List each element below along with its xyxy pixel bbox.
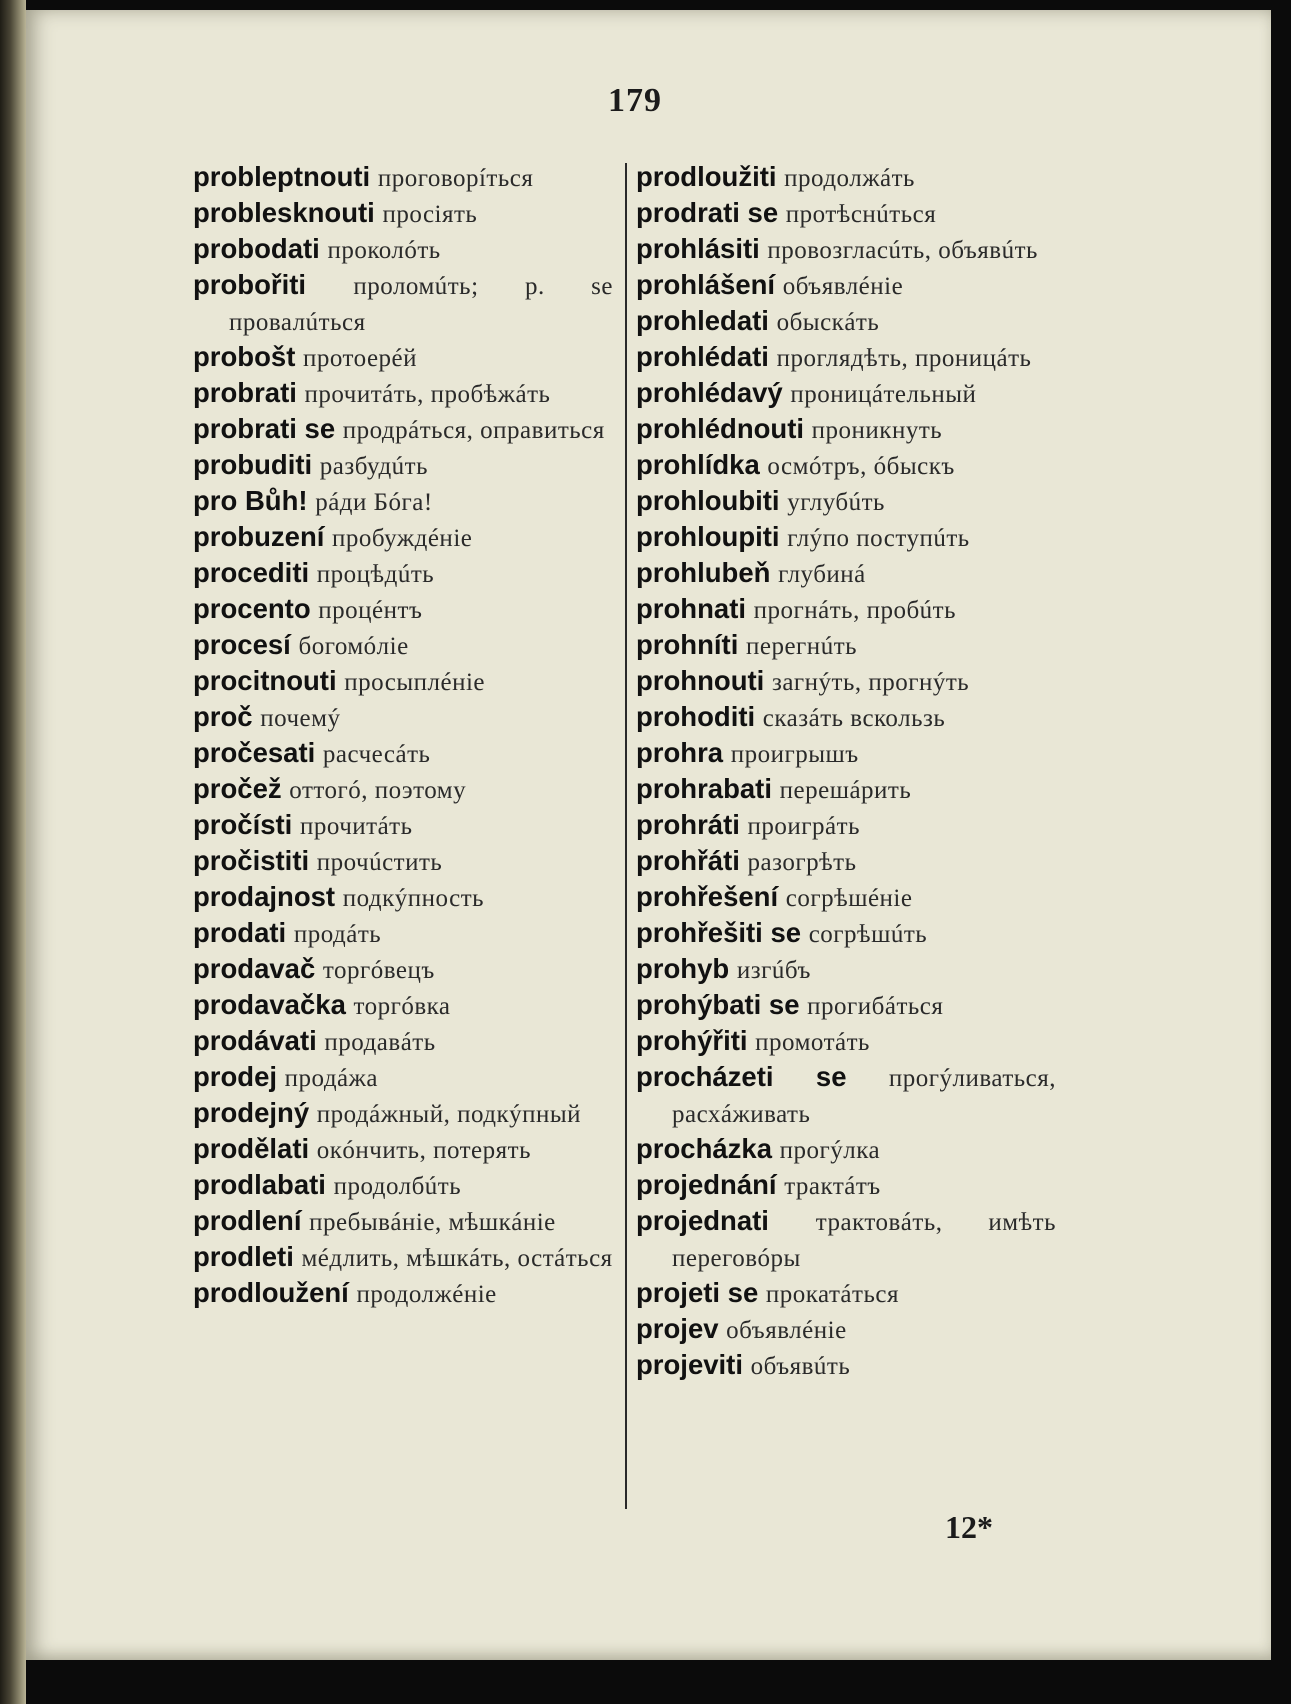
dictionary-entry: [193, 160, 613, 196]
dictionary-entry: [636, 916, 1056, 952]
dictionary-entry: [636, 232, 1056, 268]
translation: прочитáть: [299, 813, 413, 840]
translation: прогибáться: [807, 993, 944, 1020]
signature-mark: 12*: [945, 1509, 993, 1545]
headword: probodati: [193, 233, 320, 264]
translation: изгúбъ: [736, 957, 811, 984]
translation: прочитáть, пробѣжáть: [304, 381, 551, 408]
translation: продавáть: [324, 1029, 436, 1056]
headword: projev: [636, 1313, 719, 1344]
book-spine: [0, 0, 26, 1704]
headword: projednati: [636, 1205, 769, 1236]
translation: согрѣшúть: [808, 921, 928, 948]
headword: prodávati: [193, 1025, 317, 1056]
dictionary-entry: [636, 484, 1056, 520]
translation: прогýливаться, расхáживать: [672, 1065, 1056, 1128]
headword: pročísti: [193, 809, 293, 840]
headword: prodlení: [193, 1205, 302, 1236]
dictionary-entry: [193, 700, 613, 736]
dictionary-entry: [636, 880, 1056, 916]
dictionary-entry: [193, 1240, 613, 1276]
headword: prodavač: [193, 953, 316, 984]
headword: prohlédavý: [636, 377, 783, 408]
dictionary-entry: [193, 664, 613, 700]
headword: probošt: [193, 341, 296, 372]
translation: сказáть вскользь: [762, 705, 946, 732]
headword: prohloupiti: [636, 521, 780, 552]
dictionary-entry: [193, 484, 613, 520]
headword: pro Bůh!: [193, 485, 308, 516]
headword: probořiti: [193, 269, 307, 300]
dictionary-entry: [193, 988, 613, 1024]
translation: провозгласúть, объявúть: [767, 237, 1038, 264]
dictionary-entry: [636, 1024, 1056, 1060]
translation: согрѣшéнie: [785, 885, 913, 912]
translation: торгóвка: [353, 993, 451, 1020]
translation: прогнáть, пробúть: [753, 597, 957, 624]
translation: продрáться, оправиться: [342, 417, 605, 444]
headword: prodej: [193, 1061, 278, 1092]
right-column: [636, 160, 1056, 1384]
headword: prohrabati: [636, 773, 772, 804]
headword: prohlédnouti: [636, 413, 805, 444]
headword: projednání: [636, 1169, 777, 1200]
translation: продолжéнie: [356, 1281, 497, 1308]
page-number: 179: [608, 82, 662, 119]
headword: prodavačka: [193, 989, 346, 1020]
translation: рáди Бóга!: [315, 489, 433, 516]
headword: pročesati: [193, 737, 316, 768]
translation: пробуждéнie: [332, 525, 473, 552]
left-column: [193, 160, 613, 1312]
headword: prohoditi: [636, 701, 756, 732]
headword: prodloužení: [193, 1277, 349, 1308]
dictionary-entry: [193, 916, 613, 952]
dictionary-entry: [636, 772, 1056, 808]
translation: объявлéнie: [726, 1317, 847, 1344]
dictionary-entry: [193, 232, 613, 268]
headword: prohráti: [636, 809, 740, 840]
translation: подкýпность: [342, 885, 485, 912]
dictionary-entry: [193, 268, 613, 340]
column-divider: [625, 163, 627, 1509]
headword: prodajnost: [193, 881, 336, 912]
translation: пребывáнie, мѣшкáнie: [309, 1209, 556, 1236]
headword: procházeti se: [636, 1061, 847, 1092]
dictionary-entry: [636, 736, 1056, 772]
headword: prohlédati: [636, 341, 769, 372]
dictionary-entry: [636, 844, 1056, 880]
headword: prohlásiti: [636, 233, 760, 264]
dictionary-entry: [193, 952, 613, 988]
headword: prohlídka: [636, 449, 760, 480]
translation: разогрѣть: [747, 849, 857, 876]
translation: углубúть: [787, 489, 885, 516]
translation: продáжа: [284, 1065, 379, 1092]
headword: prohřešení: [636, 881, 779, 912]
headword: prohýbati se: [636, 989, 800, 1020]
translation: трактовáть, имѣть переговóры: [672, 1209, 1056, 1272]
headword: prohloubiti: [636, 485, 780, 516]
headword: prodleti: [193, 1241, 294, 1272]
headword: procento: [193, 593, 311, 624]
translation: протѣснúться: [785, 201, 937, 228]
translation: проколóть: [327, 237, 441, 264]
headword: probuditi: [193, 449, 313, 480]
dictionary-entry: [636, 1312, 1056, 1348]
dictionary-entry: [636, 556, 1056, 592]
translation: продáжный, подкýпный: [316, 1101, 582, 1128]
dictionary-entry: [193, 1276, 613, 1312]
headword: prohnouti: [636, 665, 765, 696]
headword: prodati: [193, 917, 287, 948]
translation: объявúть: [750, 1353, 851, 1380]
headword: prohníti: [636, 629, 739, 660]
translation: просыплéнie: [344, 669, 486, 696]
headword: projeti se: [636, 1277, 759, 1308]
translation: загнýть, прогнýть: [771, 669, 970, 696]
dictionary-entry: [193, 520, 613, 556]
headword: probuzení: [193, 521, 325, 552]
translation: проигрышъ: [730, 741, 859, 768]
translation: проглядѣть, проницáть: [776, 345, 1032, 372]
headword: problesknouti: [193, 197, 375, 228]
dictionary-entry: [636, 628, 1056, 664]
dictionary-entry: [636, 700, 1056, 736]
translation: проницáтельный: [790, 381, 977, 408]
dictionary-entry: [193, 736, 613, 772]
dictionary-entry: [636, 988, 1056, 1024]
headword: prodejný: [193, 1097, 310, 1128]
translation: перегнúть: [745, 633, 858, 660]
translation: проговорíться: [377, 165, 534, 192]
translation: окóнчить, потерять: [316, 1137, 531, 1164]
headword: prohřešiti se: [636, 917, 802, 948]
dictionary-entry: [193, 340, 613, 376]
dictionary-entry: [193, 772, 613, 808]
headword: prodlabati: [193, 1169, 326, 1200]
headword: proč: [193, 701, 253, 732]
translation: перешáрить: [779, 777, 912, 804]
headword: probrati: [193, 377, 297, 408]
translation: глýпо поступúть: [787, 525, 970, 552]
translation: проломúть; p. se провалúться: [229, 273, 614, 336]
dictionary-entry: [636, 268, 1056, 304]
translation: продáть: [293, 921, 382, 948]
translation: проникнуть: [811, 417, 943, 444]
dictionary-entry: [636, 304, 1056, 340]
translation: продолжáть: [784, 165, 915, 192]
dictionary-entry: [193, 448, 613, 484]
dictionary-entry: [636, 340, 1056, 376]
headword: procesí: [193, 629, 291, 660]
dictionary-entry: [636, 1204, 1056, 1276]
translation: объявлéнie: [782, 273, 904, 300]
headword: prohra: [636, 737, 724, 768]
headword: projeviti: [636, 1349, 743, 1380]
translation: протоерéй: [303, 345, 418, 372]
headword: procházka: [636, 1133, 773, 1164]
dictionary-entry: [636, 1168, 1056, 1204]
translation: процѣдúть: [316, 561, 435, 588]
dictionary-entry: [193, 1132, 613, 1168]
dictionary-entry: [636, 1348, 1056, 1384]
translation: обыскáть: [776, 309, 880, 336]
dictionary-entry: [193, 1168, 613, 1204]
translation: процéнтъ: [318, 597, 423, 624]
dictionary-entry: [193, 376, 613, 412]
translation: осмóтръ, óбыскъ: [767, 453, 955, 480]
headword: prohřáti: [636, 845, 740, 876]
headword: pročistiti: [193, 845, 310, 876]
headword: probleptnouti: [193, 161, 371, 192]
headword: procediti: [193, 557, 310, 588]
translation: почемý: [260, 705, 341, 732]
translation: трактáтъ: [784, 1173, 881, 1200]
dictionary-entry: [636, 952, 1056, 988]
dictionary-entry: [636, 1132, 1056, 1168]
dictionary-entry: [636, 1060, 1056, 1132]
translation: разбудúть: [319, 453, 428, 480]
dictionary-entry: [193, 808, 613, 844]
dictionary-entry: [193, 844, 613, 880]
headword: prodrati se: [636, 197, 779, 228]
dictionary-entry: [193, 592, 613, 628]
translation: прочúстить: [316, 849, 443, 876]
dictionary-entry: [193, 628, 613, 664]
headword: prohledati: [636, 305, 769, 336]
translation: прокатáться: [765, 1281, 899, 1308]
dictionary-entry: [193, 1060, 613, 1096]
headword: prodloužiti: [636, 161, 777, 192]
translation: просiять: [382, 201, 478, 228]
translation: промотáть: [755, 1029, 870, 1056]
headword: prohyb: [636, 953, 730, 984]
dictionary-entry: [636, 376, 1056, 412]
headword: prohýřiti: [636, 1025, 748, 1056]
dictionary-entry: [193, 880, 613, 916]
dictionary-entry: [636, 196, 1056, 232]
dictionary-entry: [636, 592, 1056, 628]
translation: прогýлка: [779, 1137, 881, 1164]
headword: prohlášení: [636, 269, 776, 300]
headword: procitnouti: [193, 665, 337, 696]
translation: глубинá: [778, 561, 866, 588]
translation: продолбúть: [333, 1173, 462, 1200]
translation: торгóвецъ: [322, 957, 435, 984]
dictionary-entry: [636, 412, 1056, 448]
dictionary-entry: [193, 1024, 613, 1060]
dictionary-entry: [636, 448, 1056, 484]
dictionary-entry: [636, 1276, 1056, 1312]
translation: богомóлie: [298, 633, 409, 660]
headword: prohnati: [636, 593, 746, 624]
dictionary-entry: [636, 664, 1056, 700]
translation: расчесáть: [322, 741, 431, 768]
headword: prodělati: [193, 1133, 310, 1164]
dictionary-entry: [636, 160, 1056, 196]
dictionary-entry: [636, 520, 1056, 556]
dictionary-entry: [193, 1096, 613, 1132]
dictionary-entry: [193, 556, 613, 592]
translation: мéдлить, мѣшкáть, остáться: [301, 1245, 613, 1272]
dictionary-entry: [193, 196, 613, 232]
dictionary-entry: [636, 808, 1056, 844]
translation: оттогó, поэтому: [289, 777, 467, 804]
translation: проигрáть: [747, 813, 860, 840]
headword: pročež: [193, 773, 282, 804]
dictionary-entry: [193, 412, 613, 448]
dictionary-entry: [193, 1204, 613, 1240]
headword: prohlubeň: [636, 557, 771, 588]
headword: probrati se: [193, 413, 336, 444]
